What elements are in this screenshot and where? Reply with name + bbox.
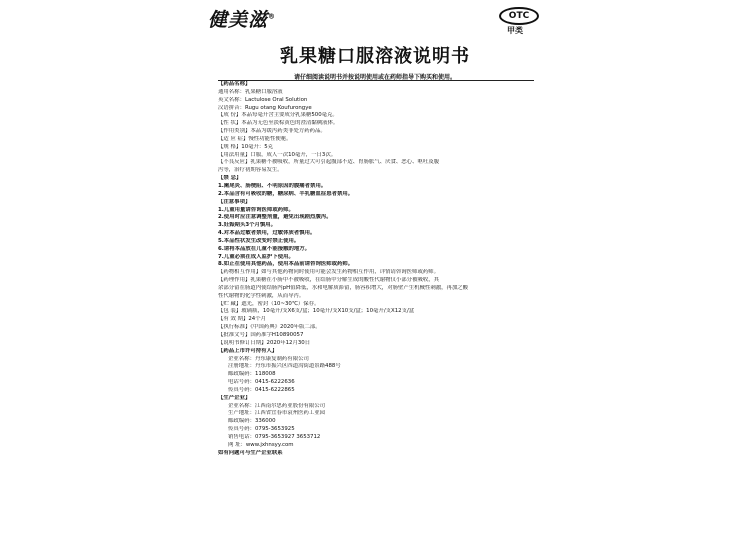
section-heading: 【生产企业】 <box>218 394 251 401</box>
leaflet-body <box>218 81 534 458</box>
leaflet-line: 5.本品性状发生改变时禁止使用。 <box>218 237 300 244</box>
leaflet-line: 4.对本品过敏者禁用，过敏体质者慎用。 <box>218 230 316 237</box>
section-heading: 【药品上市许可持有人】 <box>218 347 278 354</box>
leaflet-line: 7.儿童必须在成人监护下使用。 <box>218 253 294 260</box>
leaflet-line: 企业名称：江西南尔思药业股份有限公司 <box>228 402 326 409</box>
leaflet-line: 网 址：www.jxhnsyy.com <box>228 441 294 448</box>
leaflet-line: 如有问题可与生产企业联系 <box>218 449 283 456</box>
leaflet-line: 8.如正在使用其他药品，使用本品前请咨询医师或药师。 <box>218 261 354 268</box>
document-title: 乳果糖口服溶液说明书 <box>280 46 470 67</box>
leaflet-line: 6.请将本品放在儿童不能接触的地方。 <box>218 245 311 252</box>
leaflet-line: 【适 应 症】慢性功能性便秘。 <box>218 135 292 142</box>
leaflet-line: 生产地址：江西省宜春市袁州医药工业园 <box>228 410 326 417</box>
leaflet-line: 1.儿童用量请咨询医师或药师。 <box>218 206 294 213</box>
leaflet-line: 企业名称：丹东康复制药有限公司 <box>228 355 309 362</box>
leaflet-line: 英文名称：Lactulose Oral Solution <box>218 96 308 103</box>
leaflet-line: 2.本品含有可吸收的糖，糖尿病、半乳糖血症患者禁用。 <box>218 190 354 197</box>
leaflet-line: 【有 效 期】24个月 <box>218 316 267 323</box>
leaflet-line: 【药理作用】乳果糖在小肠中不被吸收，在结肠中分解生成的酸性代谢物仅小部分被吸收，其 <box>218 277 440 284</box>
leaflet-line: 【规 格】10毫升：5克 <box>218 143 274 150</box>
leaflet-line: 汉语拼音：Rugu otang Koufurongye <box>218 104 312 111</box>
leaflet-line: 【贮 藏】遮光，密封（10~30℃）保存。 <box>218 300 320 307</box>
section-heading: 【禁 忌】 <box>218 175 242 182</box>
leaflet-line: 通用名称：乳果糖口服溶液 <box>218 88 283 95</box>
brand-name: 健美滋 <box>208 9 269 31</box>
leaflet-line: 【说明书修订日期】2020年12月30日 <box>218 339 311 346</box>
leaflet-line: 【执行标准】《中国药典》2020年版二部。 <box>218 324 321 331</box>
leaflet-line: 邮政编码：118008 <box>228 371 276 378</box>
brand-logo <box>208 5 276 32</box>
leaflet-line: 注册地址：丹东市振兴区四道沟街道景路488号 <box>228 363 341 370</box>
leaflet-line: 【包 装】玻璃瓶，10毫升/支X6支/盒；10毫升/支X10支/盒；10毫升/支X12支/盒 <box>218 308 415 315</box>
section-heading: 【药品名称】 <box>218 81 251 87</box>
leaflet-line: 【性 状】本品为无色至淡棕黄色的澄清黏稠液体。 <box>218 120 339 127</box>
leaflet-line: 传真号码：0415-6222865 <box>228 386 295 393</box>
leaflet-line: 电话号码：0415-6222636 <box>228 379 295 386</box>
leaflet-line: 销售电话：0795-3653927 3653712 <box>228 433 321 440</box>
reading-warning: 请仔细阅读说明书并按说明使用或在药师指导下购买和使用。 <box>293 74 456 81</box>
leaflet-line: 【作用类别】本品为缓泻药类非处方药药品。 <box>218 128 326 135</box>
leaflet-line: 【成 份】本品每毫升含主要成分乳果糖500毫克。 <box>218 112 338 119</box>
leaflet-line: 1.阑尾炎、肠梗阻、不明原因的腹痛者禁用。 <box>218 182 327 189</box>
leaflet-line: 【药物相互作用】如与其他药物同时使用可能会发生药物相互作用，详情请咨询医师或药师。 <box>218 269 440 276</box>
leaflet-line: 性代谢物的化学性刺激，从而导泻。 <box>218 292 305 299</box>
otc-badge: OTC <box>499 7 539 25</box>
leaflet-line: 【用法用量】口服，成人一次10毫升，一日3次。 <box>218 151 337 158</box>
section-heading: 【注意事项】 <box>218 198 251 205</box>
leaflet-line: 【不良反应】乳果糖不被吸收，所量过大可引起腹部不适、胃肠胀气、厌食、恶心、呕吐及腹 <box>218 159 440 166</box>
leaflet-line: 邮政编码：336000 <box>228 418 276 425</box>
otc-class: 甲类 <box>507 26 523 35</box>
leaflet-line: 余部分留在肠道内使结肠内pH值降低，水和电解质滞留，肠容积增大，对肠壁产生机械性刺激，再加之酸 <box>218 284 469 291</box>
registered-mark: ® <box>268 12 277 21</box>
leaflet-line: 【批准文号】国药准字H10890057 <box>218 332 304 338</box>
leaflet-line: 2.使用时应注意调整剂量，避免出现剧烈腹泻。 <box>218 214 332 221</box>
leaflet-line: 传真号码：0795-3653925 <box>228 426 295 433</box>
leaflet-line: 3.妊娠期头3个月慎用。 <box>218 222 277 229</box>
leaflet-line: 泻等，治疗初期容易发生。 <box>218 167 283 174</box>
